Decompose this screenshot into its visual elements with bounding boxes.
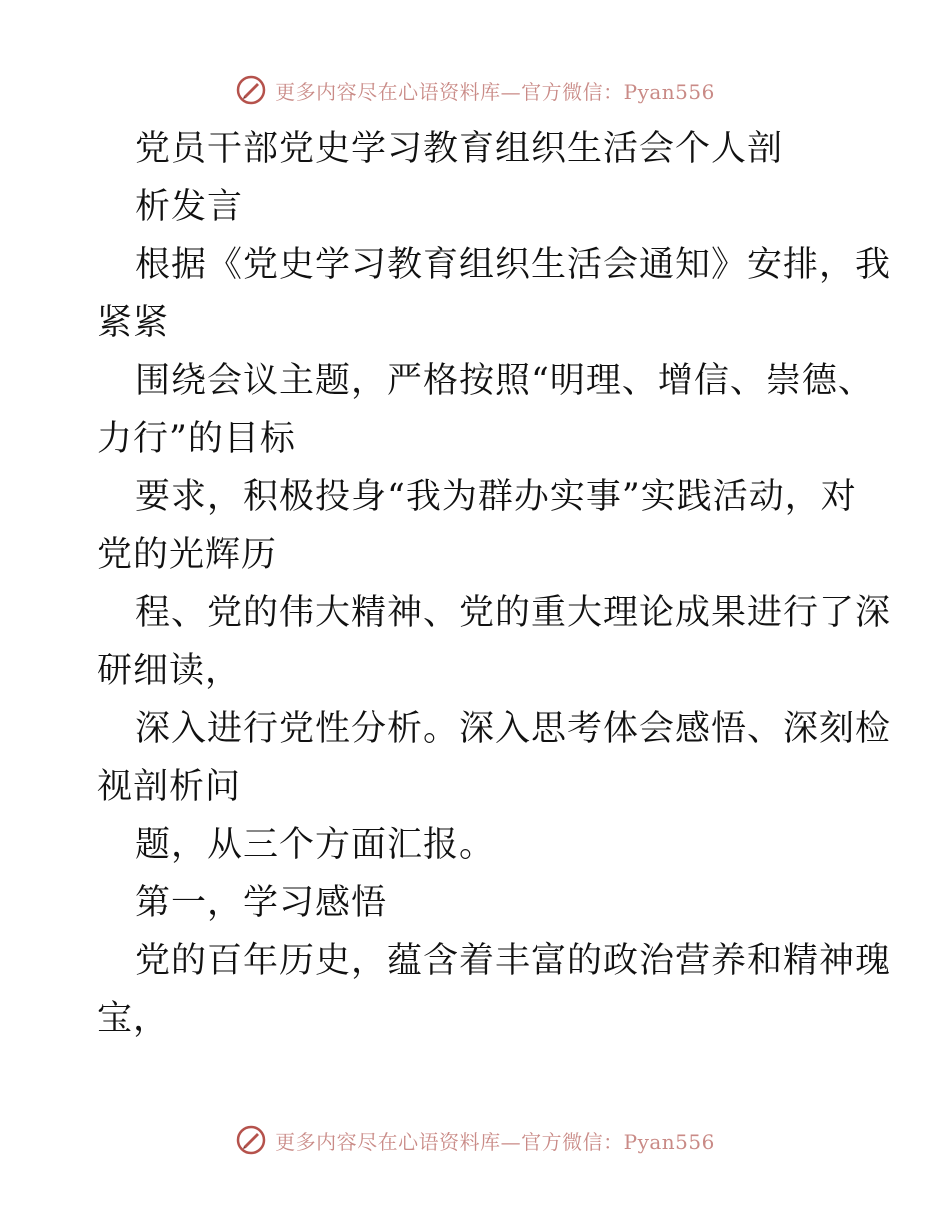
header-watermark: [0, 70, 950, 110]
doc-line: 党员干部党史学习教育组织生活会个人剖: [135, 129, 784, 169]
doc-line: 力行”的目标: [97, 419, 296, 459]
doc-line: 视剖析问: [97, 767, 242, 807]
doc-line: 党的百年历史，蕴含着丰富的政治营养和精神瑰: [135, 941, 892, 981]
doc-line: 程、党的伟大精神、党的重大理论成果进行了深: [135, 593, 892, 633]
doc-line: 研细读，: [97, 651, 242, 691]
quill-logo-icon: [235, 74, 267, 106]
footer-watermark: [0, 1120, 950, 1160]
doc-line: 党的光辉历: [97, 535, 278, 575]
doc-line: 根据《党史学习教育组织生活会通知》安排，我: [135, 245, 892, 285]
doc-line: 宝，: [97, 999, 170, 1039]
document-body: [97, 120, 892, 1048]
doc-line: 深入进行党性分析。深入思考体会感悟、深刻检: [135, 709, 892, 749]
doc-line: 围绕会议主题，严格按照“明理、增信、崇德、: [135, 361, 874, 401]
doc-line: 题，从三个方面汇报。: [135, 825, 496, 865]
watermark-text: 更多内容尽在心语资料库—官方微信：Pyan556: [275, 1129, 715, 1154]
watermark-text: 更多内容尽在心语资料库—官方微信：Pyan556: [275, 79, 715, 104]
doc-line: 析发言: [135, 187, 244, 227]
doc-line: 紧紧: [97, 303, 170, 343]
doc-line: 第一，学习感悟: [135, 883, 388, 923]
doc-line: 要求，积极投身“我为群办实事”实践活动，对: [135, 477, 857, 517]
quill-logo-icon: [235, 1124, 267, 1156]
